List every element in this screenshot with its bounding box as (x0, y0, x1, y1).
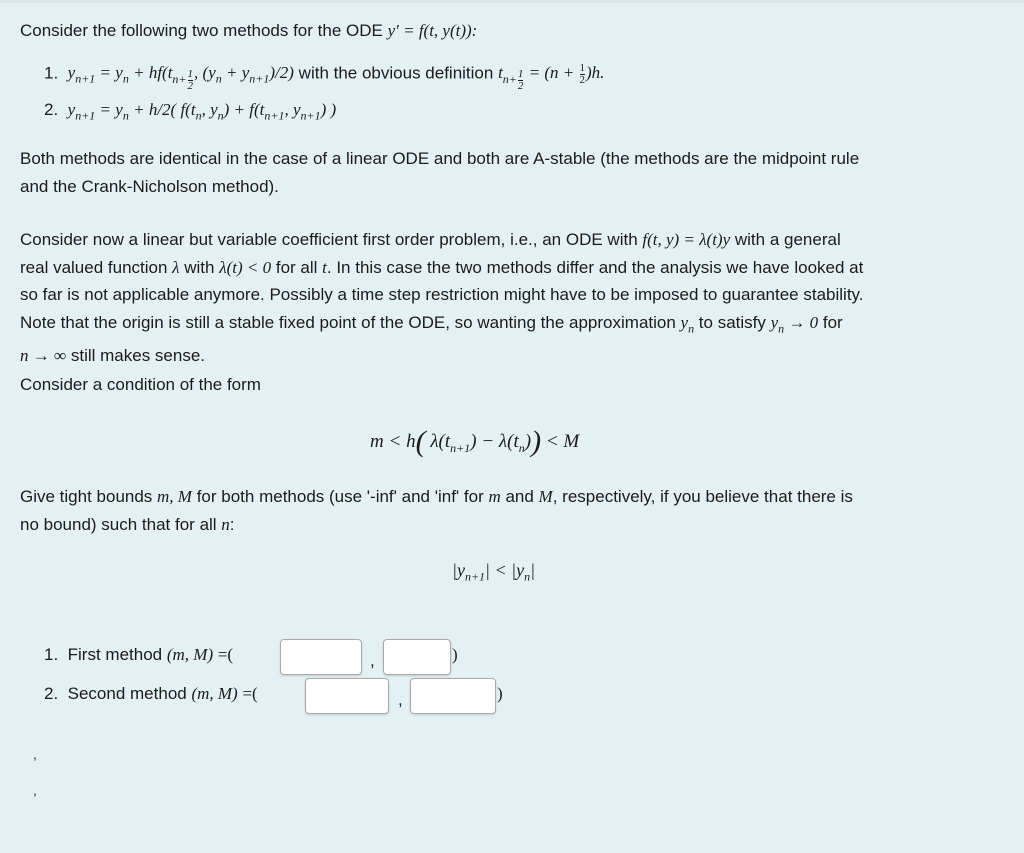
method-2 (44, 100, 336, 123)
condition-formula: m < h( $\lambda(t_{n+1}) - \lambda(t_n)) < M$ (370, 425, 580, 458)
paragraph-1: Both methods are identical in the case of a linear ODE and both are A-stable (the methods are the midpoint rule and the Crank-Nicholson method). (20, 149, 860, 196)
method-1: 1. $y_{n+1} = y_n + hf(t_{n+ \frac{1}{2}}$ , $(y_n + y_{n+1})/2$) with the obvious definition $t_{n+ \frac{1}{2}}$ = (n + $\frac{1}{2}$ )h. (44, 62, 605, 92)
method-number: 1. (44, 63, 59, 83)
stability-inequality: $|y_{n+1}| < |y_n|$ (452, 560, 536, 584)
comma-separator: , (370, 651, 375, 670)
first-method-m-input[interactable] (280, 639, 362, 675)
first-method-M-input[interactable] (383, 639, 451, 675)
paragraph-3: Consider a condition of the form (20, 375, 261, 394)
method-1-formula: $y_{n+1} = y_n + hf(t_{n+ \frac{1}{2}}$ , $(y_n + y_{n+1})/2$) (67, 63, 294, 92)
intro-line (20, 21, 477, 41)
second-method-m-input[interactable] (305, 678, 389, 714)
stray-mark: , (33, 782, 37, 798)
paragraph-4: Give tight bounds m, M for both methods (use '-inf' and 'inf' for m and M, respectively, if you believe that there is no bound) such that for all n: (20, 487, 853, 534)
method-1-text: with the obvious definition (293, 63, 499, 83)
answer-row-1: 1. First method (m, M) =( (44, 645, 234, 664)
paragraph-2: Consider now a linear but variable coefficient first order problem, i.e., an ODE with f(t, y) = λ(t)y with a general real valued function λ with λ(t) < 0 for all t. In this case the two methods differ and the analysis we have looked at so far is not applicable anymore. Possibly a time step restriction might have to be imposed to guarantee stability. Note that the origin is still a stable fixed point of the ODE, so wanting the approximation $y_n$ to satisfy $y_n \to 0$ for n → ∞ still makes sense. (20, 230, 864, 366)
method-2-formula: $y_{n+1} = y_n + h/2$( $f(t_n$, $y_n) + f(t_{n+1}$, $y_{n+1}$) ) (67, 100, 337, 123)
answer-row-2: 2. Second method (m, M) =( (44, 684, 258, 703)
ode-formula: y′ = f(t, y(t)): (387, 21, 478, 40)
close-paren: ) (452, 645, 458, 664)
close-paren: ) (497, 684, 503, 703)
stray-mark: , (33, 746, 37, 762)
method-number: 2. (44, 100, 59, 119)
comma-separator: , (398, 690, 403, 709)
intro-text: Consider the following two methods for the ODE (20, 21, 388, 40)
second-method-M-input[interactable] (410, 678, 496, 714)
